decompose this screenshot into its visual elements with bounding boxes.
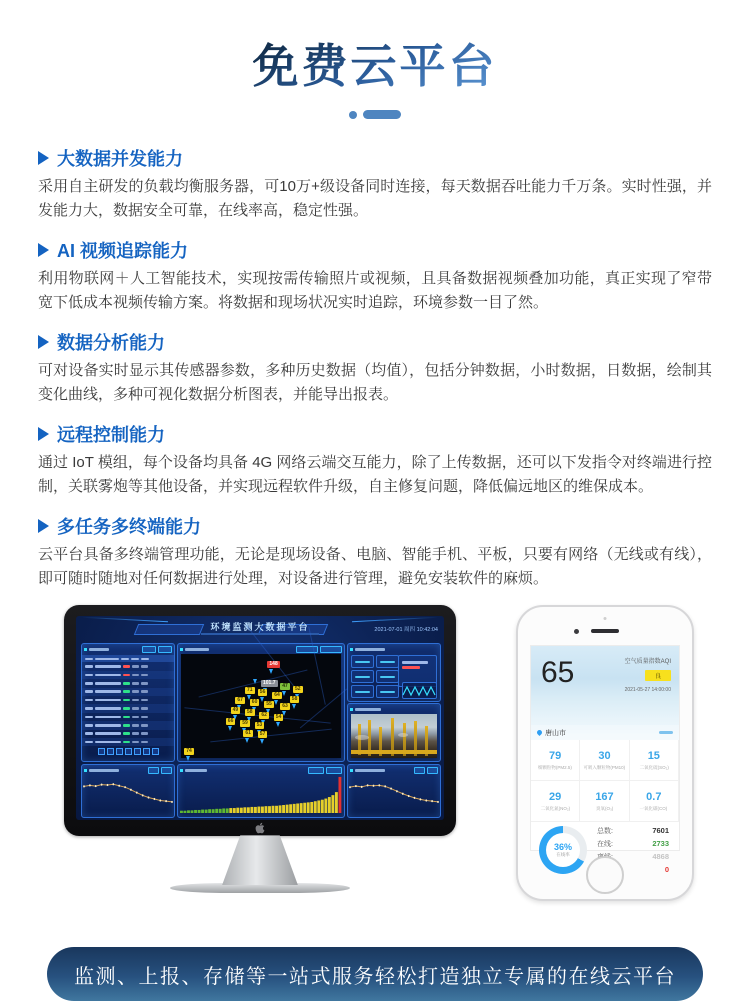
online-rate-label: 在线率 [556, 852, 570, 858]
table-row[interactable] [82, 721, 174, 729]
pollutant-value: 79 [549, 749, 562, 762]
pollutant-cell [531, 781, 580, 822]
proximity-sensor-icon [604, 617, 607, 620]
dashboard-header [76, 616, 444, 640]
map-pin-icon [245, 738, 249, 743]
map-pin-icon [292, 704, 296, 709]
table-row[interactable] [82, 696, 174, 704]
stat-label: 总数: [597, 827, 613, 835]
dashboard-screen [76, 616, 444, 820]
pollutant-label: 臭氧(O₃) [595, 806, 614, 812]
map-pin-icon [274, 700, 278, 705]
stat-row-total [597, 824, 669, 837]
stat-label: 在线: [597, 840, 613, 848]
panel-corner-icon [350, 769, 353, 772]
pollutant-cell [580, 781, 629, 822]
page-button[interactable] [98, 748, 105, 755]
pollutant-label: 可吸入颗粒物(PM10) [583, 765, 626, 771]
phone-screen [530, 645, 680, 875]
table-row[interactable] [82, 671, 174, 679]
feature-body: 采用自主研发的负载均衡服务器，可10万+级设备同时连接，每天数据吞吐能力千万条。实时性强，并发能力大，数据安全可靠，在线率高，稳定性强。 [38, 178, 712, 220]
pollutant-label: 二氧化氮(NO₂) [540, 806, 570, 812]
home-button[interactable] [586, 856, 624, 894]
sensor-value-box [351, 655, 374, 668]
map-station-tag[interactable]: 101.7 [263, 680, 276, 687]
dashboard-title: 环境监测大数据平台 [210, 622, 310, 633]
map-pin-icon [253, 679, 257, 684]
banner-text: 监测、上报、存储等一站式服务轻松打造独立专属的在线云平台 [74, 965, 676, 988]
feature-remote-control [38, 421, 712, 500]
map-pin-icon [228, 726, 232, 731]
online-rate-donut [539, 826, 587, 874]
pollutant-label: 细颗粒物(PM2.5) [538, 765, 573, 771]
pollutant-value: 30 [598, 749, 611, 762]
map-pin-icon [260, 697, 264, 702]
map-station-tag[interactable]: 62 [261, 711, 267, 718]
page-button[interactable] [116, 748, 123, 755]
sensor-value-box [351, 685, 374, 698]
map-station-tag[interactable]: 58 [291, 695, 298, 702]
page-button[interactable] [134, 748, 141, 755]
feature-multi-terminal [38, 513, 712, 592]
chart-range-button[interactable] [148, 767, 159, 774]
panel-title-bar [89, 648, 109, 651]
table-row[interactable] [82, 738, 174, 746]
panel-title-bar [355, 769, 385, 772]
feature-title: 多任务多终端能力 [57, 516, 201, 537]
feature-body: 可对设备实时显示其传感器参数，多种历史数据（均值），包括分钟数据，小时数据，日数据，绘制其变化曲线，多种可视化数据分析图表，并能导出报表。 [38, 361, 712, 404]
pollutant-cell [630, 781, 679, 822]
map-mode-button[interactable] [320, 646, 342, 653]
map-station-tag[interactable]: 55 [266, 701, 272, 708]
location-pin-icon [536, 729, 543, 736]
map-station-tag[interactable]: 74 [186, 747, 192, 754]
line-chart [350, 775, 438, 813]
page-button[interactable] [143, 748, 150, 755]
aqi-level-badge: 良 [645, 670, 671, 681]
panel-header [82, 644, 174, 655]
feature-title: AI 视频追踪能力 [57, 240, 189, 261]
table-row[interactable] [82, 679, 174, 687]
pollutant-cell [580, 740, 629, 781]
aqi-index-label: 空气质量指数AQI [624, 659, 671, 666]
monitor-stand-neck [222, 835, 298, 885]
line-chart [84, 775, 172, 813]
table-row[interactable] [82, 662, 174, 670]
feature-analysis [38, 329, 712, 408]
chart-range-button[interactable] [308, 767, 324, 774]
map-pin-icon [186, 756, 190, 761]
feature-title: 远程控制能力 [57, 424, 165, 445]
map-station-tag[interactable]: 54 [275, 713, 282, 720]
earpiece-speaker [591, 629, 619, 633]
table-pagination[interactable] [82, 746, 174, 755]
map-station-tag[interactable]: 57 [259, 731, 266, 738]
location-row [531, 725, 679, 740]
construction-site-photo [351, 714, 437, 758]
smartphone [516, 605, 694, 901]
station-map[interactable] [181, 654, 341, 758]
realtime-stats-panel [347, 643, 441, 702]
arrow-bullet-icon [38, 335, 49, 349]
apple-logo-icon [255, 822, 265, 834]
pollutant-value: 29 [549, 790, 562, 803]
page-header [0, 0, 750, 119]
map-station-tag[interactable]: 60 [251, 699, 258, 706]
map-station-tag[interactable]: 53 [256, 721, 263, 728]
device-showcase [0, 605, 750, 901]
map-station-tag[interactable]: 61 [245, 730, 251, 737]
page-button[interactable] [125, 748, 132, 755]
station-table-panel [81, 643, 175, 762]
map-station-tag[interactable]: 52 [295, 685, 301, 692]
chart-range-button[interactable] [326, 767, 342, 774]
trend-chart-left-panel [81, 764, 175, 818]
map-station-tag[interactable]: 59 [242, 719, 248, 726]
feature-body: 通过 IoT 模组，每个设备均具备 4G 网络云端交互能力，除了上传数据，还可以下发指令对终端进行控制，关联雾炮等其他设备，并实现远程软件升级，自主修复问题，降低偏远地区的维保成本。 [38, 453, 712, 496]
video-feed-panel [347, 703, 441, 762]
table-row[interactable] [82, 713, 174, 721]
table-row[interactable] [82, 704, 174, 712]
map-station-tag[interactable]: 71 [247, 686, 253, 693]
stat-value: 4868 [652, 852, 669, 862]
station-table [82, 655, 174, 746]
map-station-tag[interactable]: 58 [247, 709, 253, 716]
feature-ai-video [38, 237, 712, 316]
arrow-bullet-icon [38, 151, 49, 165]
divider-bar [363, 110, 401, 119]
panel-title-bar [185, 648, 209, 651]
dashboard-datetime: 2021-07-01 周四 10:42:04 [374, 627, 438, 634]
pollutant-cell [531, 740, 580, 781]
chart-range-button[interactable] [414, 767, 425, 774]
trend-chart-right-panel [347, 764, 441, 818]
divider-dot [349, 111, 357, 119]
panel-corner-icon [180, 648, 183, 651]
table-row[interactable] [82, 730, 174, 738]
panel-title-bar [185, 769, 207, 772]
page-button[interactable] [107, 748, 114, 755]
pollutant-grid [531, 740, 679, 822]
title-divider [0, 110, 750, 119]
summary-line [402, 661, 428, 664]
pollutant-label: 一氧化碳(CO) [639, 806, 668, 812]
feature-title: 大数据并发能力 [57, 149, 183, 169]
monitor-bezel [64, 605, 456, 836]
more-link[interactable] [659, 731, 673, 734]
panel-corner-icon [180, 769, 183, 772]
panel-title-bar [89, 769, 119, 772]
page-title: 免费云平台 [253, 30, 498, 96]
sensor-value-box [376, 655, 399, 668]
map-station-tag[interactable]: 47 [282, 683, 288, 690]
pollutant-value: 0.7 [646, 790, 662, 803]
feature-list [0, 119, 750, 591]
table-filter-button[interactable] [158, 646, 172, 653]
stat-value: 0 [664, 865, 669, 875]
desktop-monitor [64, 605, 456, 893]
arrow-bullet-icon [38, 519, 49, 533]
map-pin-icon [269, 669, 273, 674]
sensor-value-grid [351, 655, 399, 698]
stat-value: 7601 [652, 826, 669, 836]
panel-corner-icon [84, 769, 87, 772]
arrow-bullet-icon [38, 243, 49, 257]
feature-bigdata [38, 145, 712, 224]
map-pin-icon [260, 739, 264, 744]
bar-chart [180, 775, 342, 813]
page-button[interactable] [152, 748, 159, 755]
gauge-wave [402, 682, 437, 699]
map-station-tag[interactable]: 64 [274, 691, 280, 698]
sensor-value-box [376, 685, 399, 698]
map-station-tag[interactable]: 49 [232, 707, 239, 714]
table-filter-button[interactable] [142, 646, 156, 653]
pollutant-value: 167 [595, 790, 614, 803]
panel-corner-icon [350, 648, 353, 651]
feature-title: 数据分析能力 [57, 332, 165, 353]
pollutant-value: 15 [647, 749, 660, 762]
map-panel [177, 643, 345, 762]
table-row[interactable] [82, 688, 174, 696]
feature-body: 利用物联网＋人工智能技术，实现按需传输照片或视频，且具备数据视频叠加功能，真正实现了窄带宽下低成本视频传输方案。将数据和现场状况实时追踪，环境参数一目了然。 [38, 269, 712, 312]
aqi-value: 65 [541, 656, 575, 690]
map-station-tag[interactable]: 66 [227, 717, 234, 724]
sensor-value-box [351, 670, 374, 683]
pollutant-cell [630, 740, 679, 781]
panel-header [348, 644, 440, 655]
map-station-tag[interactable]: 56 [259, 688, 266, 695]
table-header-row [82, 655, 174, 662]
rank-bar-chart-panel [177, 764, 345, 818]
map-station-tag[interactable]: 148 [269, 660, 278, 667]
panel-title-bar [355, 648, 385, 651]
stat-value: 2733 [652, 839, 669, 849]
front-camera-icon [574, 629, 579, 634]
map-station-tag[interactable]: 63 [282, 703, 288, 710]
aqi-timestamp: 2021-05-27 14:00:00 [624, 687, 671, 694]
map-station-tag[interactable]: 67 [237, 697, 243, 703]
summary-line-alert [402, 666, 420, 669]
panel-corner-icon [350, 708, 353, 711]
bottom-banner [47, 947, 703, 1001]
aqi-hero-section [531, 646, 679, 740]
map-road-line [210, 729, 331, 743]
feature-body: 云平台具备多终端管理功能，无论是现场设备、电脑、智能手机、平板，只要有网络（无线或有线），即可随时随地对任何数据进行处理，对设备进行管理，避免安装软件的麻烦。 [38, 545, 712, 587]
chart-range-button[interactable] [427, 767, 438, 774]
sensor-value-box [376, 670, 399, 683]
city-name: 唐山市 [545, 729, 566, 737]
chart-range-button[interactable] [161, 767, 172, 774]
panel-title-bar [355, 708, 381, 711]
pollutant-label: 二氧化硫(SO₂) [639, 765, 669, 771]
map-pin-icon [282, 691, 286, 696]
panel-corner-icon [84, 648, 87, 651]
online-rate-value: 36% [553, 842, 572, 853]
map-pin-icon [276, 722, 280, 727]
arrow-bullet-icon [38, 427, 49, 441]
stat-row-online [597, 837, 669, 850]
dashboard-subtitle-bar [201, 633, 319, 635]
